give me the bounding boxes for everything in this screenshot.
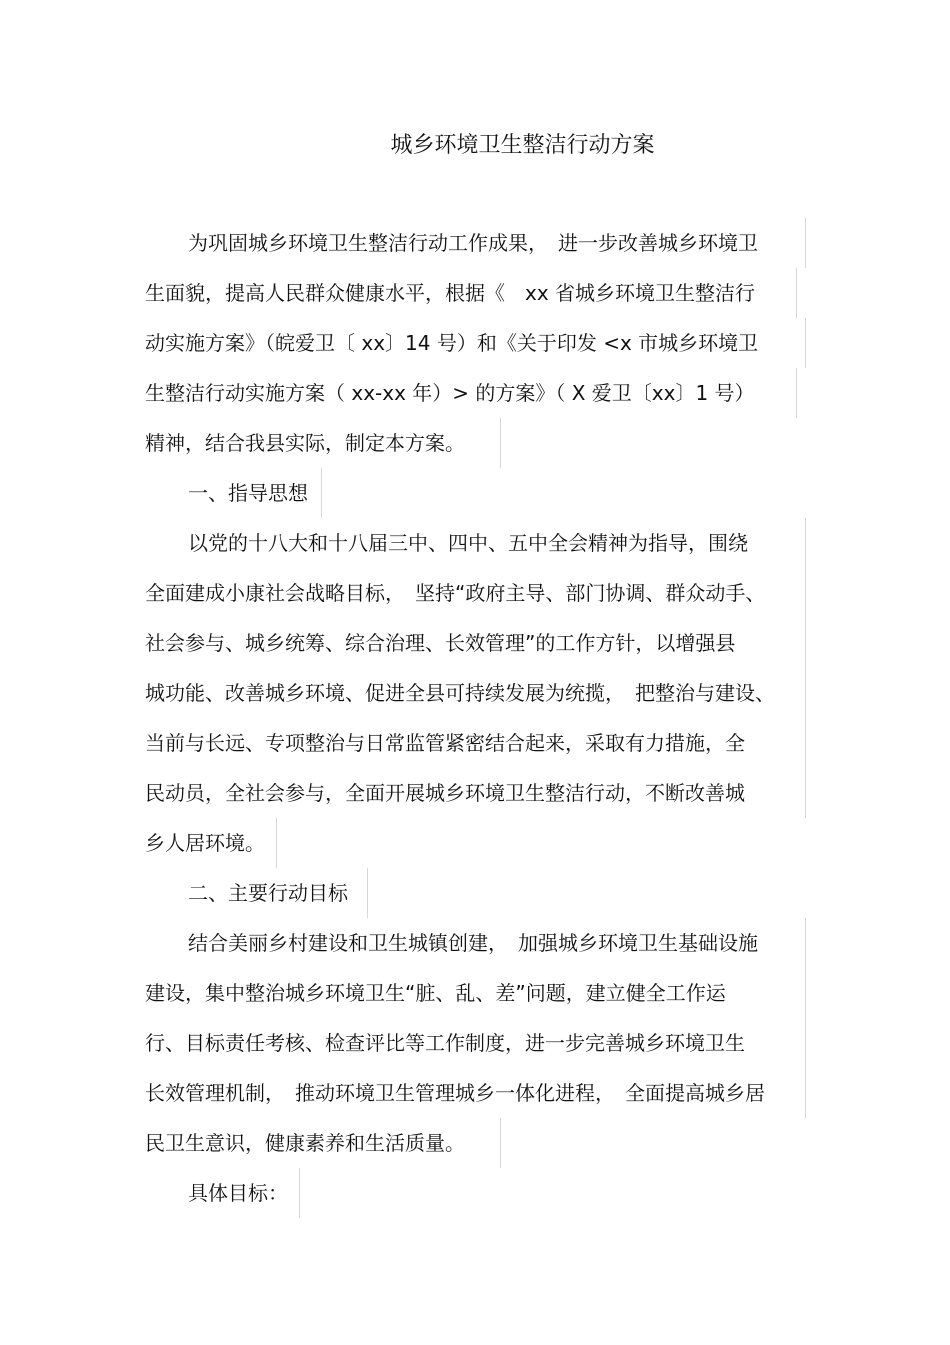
section-heading: 具体目标： (188, 1168, 300, 1218)
paragraph-line: 民卫生意识，健康素养和生活质量。 (145, 1118, 501, 1168)
document-title: 城乡环境卫生整洁行动方案 (390, 133, 655, 158)
paragraph-line: 为巩固城乡环境卫生整洁行动工作成果， 进一步改善城乡环境卫 (188, 218, 806, 268)
paragraph-line: 乡人居环境。 (145, 818, 277, 868)
paragraph-line: 社会参与、城乡统筹、综合治理、长效管理”的工作方针，以增强县 (145, 618, 806, 668)
paragraph-line: 城功能、改善城乡环境、促进全县可持续发展为统揽， 把整治与建设、 (145, 668, 806, 718)
paragraph-line: 生整洁行动实施方案（ xx-xx 年）> 的方案》（ X 爱卫〔xx〕1 号） (145, 368, 797, 418)
paragraph-line: 以党的十八大和十八届三中、四中、五中全会精神为指导，围绕 (188, 518, 806, 568)
paragraph-line: 当前与长远、专项整治与日常监管紧密结合起来，采取有力措施，全 (145, 718, 806, 768)
paragraph-line: 动实施方案》（皖爱卫〔 xx〕14 号）和《关于印发 <x 市城乡环境卫 (145, 318, 806, 368)
paragraph-line: 生面貌，提高人民群众健康水平，根据《 xx 省城乡环境卫生整洁行 (145, 268, 797, 318)
paragraph-line: 行、目标责任考核、检查评比等工作制度，进一步完善城乡环境卫生 (145, 1018, 806, 1068)
paragraph-line: 全面建成小康社会战略目标， 坚持“政府主导、部门协调、群众动手、 (145, 568, 806, 618)
section-heading: 一、指导思想 (188, 468, 322, 518)
section-heading: 二、主要行动目标 (188, 868, 368, 918)
paragraph-line: 长效管理机制， 推动环境卫生管理城乡一体化进程， 全面提高城乡居 (145, 1068, 806, 1118)
paragraph-line: 结合美丽乡村建设和卫生城镇创建， 加强城乡环境卫生基础设施 (188, 918, 806, 968)
paragraph-line: 精神，结合我县实际，制定本方案。 (145, 418, 501, 468)
paragraph-line: 民动员，全社会参与，全面开展城乡环境卫生整洁行动，不断改善城 (145, 768, 806, 818)
paragraph-line: 建设，集中整治城乡环境卫生“脏、乱、差”问题，建立健全工作运 (145, 968, 806, 1018)
